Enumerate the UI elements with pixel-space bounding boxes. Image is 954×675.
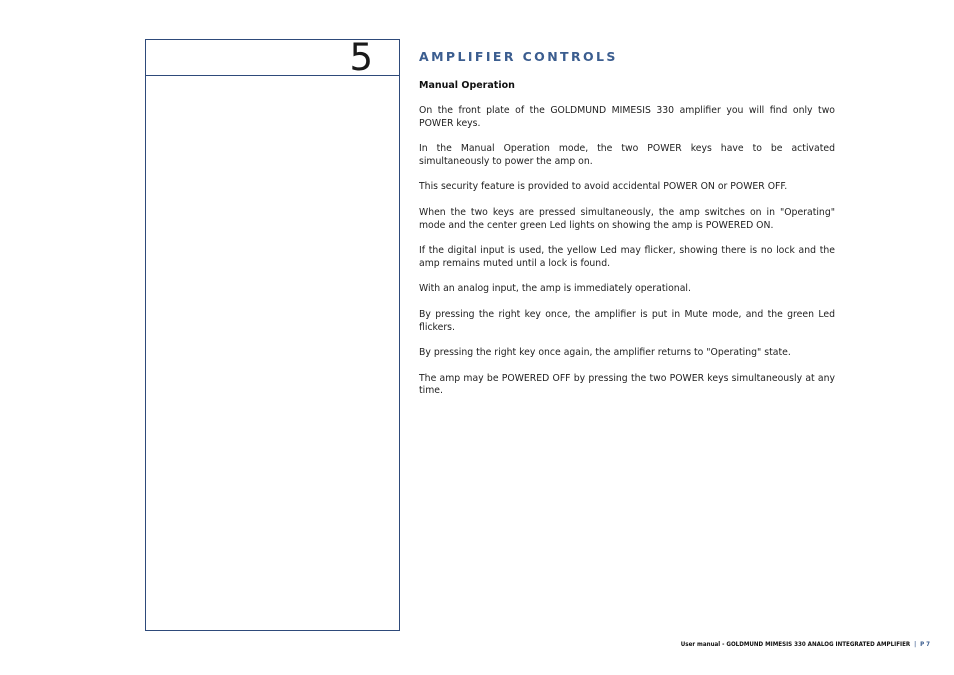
paragraph: When the two keys are pressed simultaneously, the amp switches on in "Operating" mode and the center green Led lights on showing the amp is POWERED ON. — [419, 206, 835, 231]
paragraph: With an analog input, the amp is immediately operational. — [419, 283, 691, 295]
paragraph: On the front plate of the GOLDMUND MIMESIS 330 amplifier you will find only two POWER keys. — [419, 105, 835, 129]
chapter-header — [146, 36, 399, 79]
paragraph: By pressing the right key once, the amplifier is put in Mute mode, and the green Led flickers. — [419, 308, 835, 333]
footer-separator: | — [914, 641, 917, 648]
paragraph: The amp may be POWERED OFF by pressing the two POWER keys simultaneously at any time. — [419, 372, 835, 397]
paragraph: If the digital input is used, the yellow Led may flicker, showing there is no lock and the amp remains muted until a lock is found. — [419, 245, 835, 269]
paragraph: In the Manual Operation mode, the two POWER keys have to be activated simultaneously to power the amp on. — [419, 143, 835, 167]
chapter-sidebar-box — [145, 36, 400, 631]
main-content — [419, 48, 835, 398]
paragraph: By pressing the right key once again, the amplifier returns to "Operating" state. — [419, 347, 791, 359]
section-title: AMPLIFIER CONTROLS — [419, 49, 618, 64]
footer-text: User manual - GOLDMUND MIMESIS 330 ANALOG INTEGRATED AMPLIFIER — [680, 641, 911, 648]
subheading-manual-operation: Manual Operation — [419, 80, 515, 91]
paragraph: This security feature is provided to avoid accidental POWER ON or POWER OFF. — [419, 181, 788, 193]
chapter-number: 5 — [349, 36, 373, 79]
page-number: P 7 — [920, 641, 930, 648]
page-footer — [681, 640, 930, 649]
